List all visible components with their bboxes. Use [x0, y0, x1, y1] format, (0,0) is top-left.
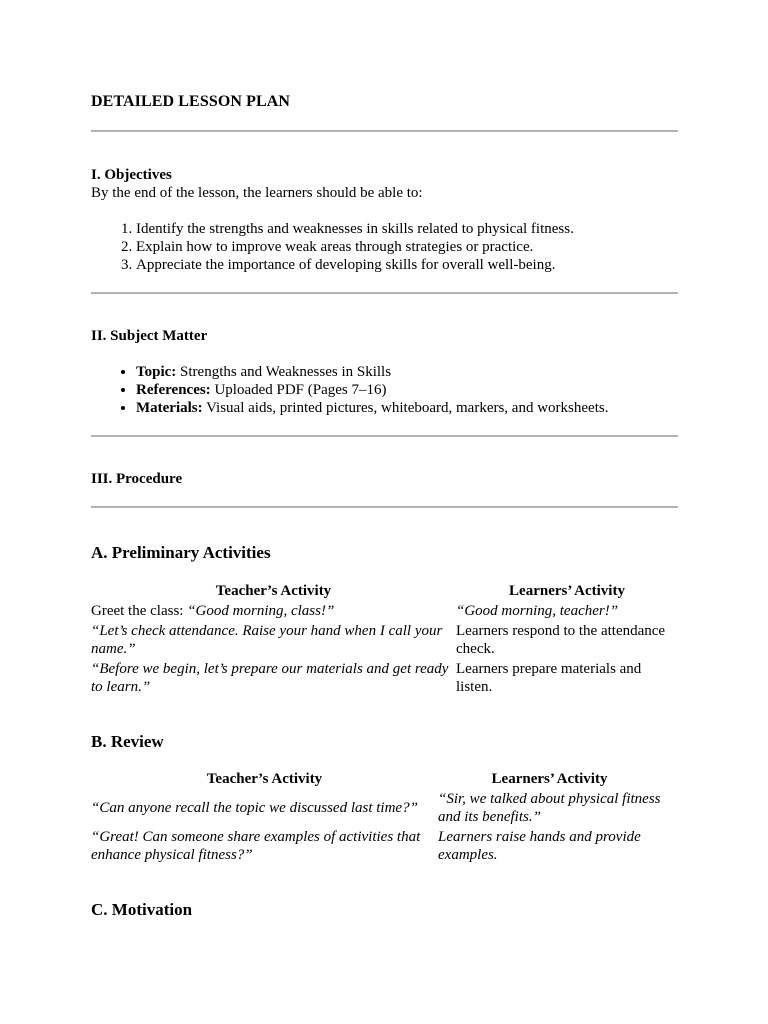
learner-activity-cell: Learners raise hands and provide examples. — [438, 829, 641, 863]
teacher-activity-cell: “Great! Can someone share examples of activities that enhance physical fitness?” — [91, 829, 421, 863]
subject-matter-heading: II. Subject Matter — [91, 328, 208, 344]
table-row — [91, 790, 661, 828]
objectives-list — [91, 220, 574, 274]
divider — [91, 506, 678, 508]
learner-activity-cell: “Good morning, teacher!” — [456, 603, 619, 619]
preliminary-heading: A. Preliminary Activities — [91, 543, 271, 562]
teacher-activity-header: Teacher’s Activity — [215, 583, 332, 599]
motivation-heading: C. Motivation — [91, 900, 193, 919]
teacher-prefix: Greet the class: — [91, 603, 188, 619]
document-title: DETAILED LESSON PLAN — [91, 93, 291, 110]
subject-item-value: Visual aids, printed pictures, whiteboard, markers, and worksheets. — [206, 400, 609, 416]
teacher-quote: “Good morning, class!” — [187, 603, 335, 619]
subject-item-label: Topic: — [136, 364, 177, 380]
teacher-activity-cell — [91, 602, 456, 622]
table-row — [91, 828, 661, 866]
teacher-activity-header: Teacher’s Activity — [206, 771, 323, 787]
objective-item: 2. Explain how to improve weak areas through strategies or practice. — [136, 238, 574, 256]
learner-activity-cell: Learners prepare materials and listen. — [456, 661, 642, 695]
objectives-heading: I. Objectives — [91, 167, 172, 183]
table-row — [91, 660, 678, 698]
table-header-row — [91, 582, 678, 602]
table-row — [91, 622, 678, 660]
teacher-activity-cell — [91, 622, 456, 660]
subject-item-value: Strengths and Weaknesses in Skills — [180, 364, 392, 380]
learner-activity-header: Learners’ Activity — [509, 583, 625, 599]
procedure-heading: III. Procedure — [91, 471, 183, 487]
subject-item-references — [136, 381, 608, 399]
teacher-activity-cell — [91, 660, 456, 698]
teacher-activity-cell: “Can anyone recall the topic we discussed last time?” — [91, 800, 418, 816]
learner-activity-cell: “Sir, we talked about physical fitness and its benefits.” — [438, 791, 661, 825]
subject-item-label: References: — [136, 382, 211, 398]
table-row — [91, 602, 678, 622]
learner-activity-header: Learners’ Activity — [491, 771, 608, 787]
subject-item-topic — [136, 363, 608, 381]
table-header-row — [91, 770, 661, 790]
divider — [91, 435, 678, 437]
review-heading: B. Review — [91, 732, 164, 751]
subject-item-label: Materials: — [136, 400, 203, 416]
divider — [91, 292, 678, 294]
subject-item-materials — [136, 399, 608, 417]
review-table — [91, 770, 661, 866]
divider — [91, 130, 678, 132]
learner-activity-cell: Learners respond to the attendance check. — [456, 623, 666, 657]
preliminary-table — [91, 582, 678, 698]
objectives-intro: By the end of the lesson, the learners should be able to: — [91, 185, 423, 201]
subject-item-value: Uploaded PDF (Pages 7–16) — [214, 382, 387, 398]
objective-item: 3. Appreciate the importance of developing skills for overall well-being. — [136, 256, 574, 274]
subject-matter-list — [91, 363, 608, 417]
teacher-quote: “Before we begin, let’s prepare our materials and get ready to learn.” — [91, 661, 449, 695]
objective-item: 1. Identify the strengths and weaknesses in skills related to physical fitness. — [136, 220, 574, 238]
teacher-quote: “Let’s check attendance. Raise your hand when I call your name.” — [91, 623, 443, 657]
